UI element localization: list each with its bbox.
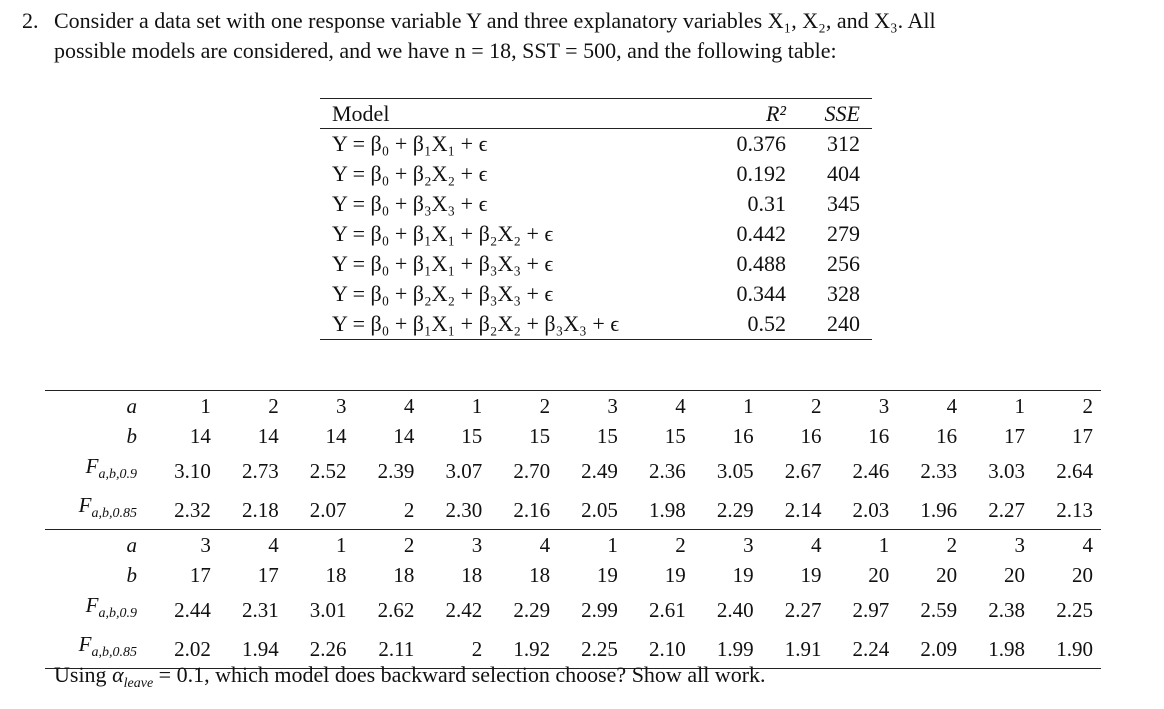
f-table-row-label: b — [126, 563, 137, 587]
f-table-cell: 3.05 — [716, 458, 754, 483]
f-label-subscript: a,b,0.9 — [98, 606, 137, 621]
sse-cell: 404 — [827, 161, 860, 186]
model-table-header — [320, 99, 872, 129]
r2-cell: 0.488 — [736, 251, 786, 276]
f-table-cell: 15 — [461, 424, 483, 448]
header-model: Model — [320, 99, 714, 129]
alpha-subscript: leave — [123, 676, 154, 691]
f-table-cell: 20 — [1003, 563, 1025, 587]
f-label-subscript: a,b,0.85 — [91, 506, 137, 521]
f-table-cell: 3.07 — [445, 458, 483, 483]
f-label-main: F — [78, 632, 92, 656]
model-table-row — [320, 189, 872, 219]
f-table-cell: 2.32 — [174, 497, 211, 522]
r2-cell: 0.344 — [736, 281, 786, 306]
f-table-cell: 2 — [355, 530, 423, 561]
f-table-cell: 2.49 — [581, 458, 618, 483]
f-table-cell: 2.16 — [513, 497, 551, 522]
f-table-cell: 16 — [936, 424, 958, 448]
f-table-cell: 2.61 — [649, 597, 686, 622]
f-table-cell: 20 — [936, 563, 958, 587]
f-table-cell: 19 — [732, 563, 754, 587]
f-table-row-b — [45, 421, 1101, 451]
f-table-cell: 1.98 — [965, 629, 1033, 669]
f-table-cell: 2.18 — [241, 497, 279, 522]
model-table-row — [320, 219, 872, 249]
f-label-main: F — [78, 493, 92, 517]
f-table-cell: 3.01 — [309, 597, 347, 622]
f-table-cell: 2.64 — [1056, 458, 1093, 483]
f-table-cell: 20 — [868, 563, 890, 587]
model-cell: Y = β₀ + β₂X₂ + β₃X₃ + ϵ — [332, 281, 554, 306]
f-table-cell: 1 — [287, 530, 355, 561]
f-table-cell: 17 — [1003, 424, 1025, 448]
f-label-main: F — [85, 593, 99, 617]
f-table-cell: 14 — [189, 424, 211, 448]
sse-cell: 240 — [798, 309, 872, 340]
f-table-cell: 18 — [325, 563, 347, 587]
f-table-cell: 2.11 — [355, 629, 423, 669]
f-label-subscript: a,b,0.9 — [98, 467, 137, 482]
sse-cell: 328 — [827, 281, 860, 306]
f-table-cell: 2 — [626, 530, 694, 561]
f-critical-values-table — [45, 390, 1101, 669]
f-table-row-label — [45, 590, 151, 629]
model-table — [320, 98, 872, 340]
f-table-row-f09 — [45, 590, 1101, 629]
f-table-cell: 3 — [422, 530, 490, 561]
f-label-main: F — [85, 454, 99, 478]
f-table-row-b — [45, 560, 1101, 590]
f-table-row-label — [45, 451, 151, 490]
f-table-cell: 2.25 — [1056, 597, 1093, 622]
f-table-cell: 1 — [558, 530, 626, 561]
problem-line-1 — [22, 6, 1147, 36]
model-cell: Y = β₀ + β₃X₃ + ϵ — [332, 191, 488, 216]
sse-cell: 279 — [827, 221, 860, 246]
f-table-cell: 18 — [529, 563, 551, 587]
f-table-cell: 1.92 — [490, 629, 558, 669]
sse-cell: 312 — [827, 131, 860, 156]
f-table-cell: 1.96 — [920, 497, 958, 522]
model-cell: Y = β₀ + β₂X₂ + ϵ — [332, 161, 488, 186]
sse-cell: 345 — [827, 191, 860, 216]
f-table-cell: 3 — [694, 530, 762, 561]
f-table-cell: 2.59 — [920, 597, 958, 622]
f-table-cell: 4 — [219, 530, 287, 561]
model-cell: Y = β₀ + β₁X₁ + ϵ — [332, 131, 488, 156]
f-table-row-a — [45, 391, 1101, 422]
f-table-cell: 3 — [287, 391, 355, 422]
f-table-cell: 2.14 — [784, 497, 822, 522]
f-table-cell: 17 — [1072, 424, 1093, 448]
f-table-cell: 2.03 — [852, 497, 890, 522]
f-table-cell: 16 — [800, 424, 822, 448]
f-table-cell: 2 — [1033, 391, 1101, 422]
model-cell: Y = β₀ + β₁X₁ + β₃X₃ + ϵ — [332, 251, 554, 276]
f-table-cell: 1.90 — [1033, 629, 1101, 669]
f-table-cell: 3.10 — [174, 458, 211, 483]
problem-number: 2. — [22, 8, 39, 33]
question-suffix: = 0.1, which model does backward selection choose? Show all work. — [153, 662, 766, 687]
f-table-cell: 4 — [762, 530, 830, 561]
r2-cell: 0.442 — [736, 221, 786, 246]
f-table-cell: 14 — [325, 424, 347, 448]
f-table-cell: 2.67 — [784, 458, 822, 483]
f-table-cell: 2.29 — [513, 597, 551, 622]
f-table-cell: 2.13 — [1056, 497, 1093, 522]
f-table-cell: 1.99 — [694, 629, 762, 669]
f-table-cell: 17 — [189, 563, 211, 587]
question-prefix: Using — [54, 662, 113, 687]
f-table-cell: 2.99 — [581, 597, 618, 622]
f-table-cell: 15 — [664, 424, 686, 448]
f-table-cell: 17 — [257, 563, 279, 587]
f-table-cell: 18 — [393, 563, 415, 587]
f-table-cell: 2.27 — [784, 597, 822, 622]
f-table-cell: 4 — [626, 391, 694, 422]
f-table-cell: 1.98 — [649, 497, 686, 522]
f-table-cell: 1.91 — [762, 629, 830, 669]
f-table-cell: 3 — [829, 391, 897, 422]
model-table-row — [320, 279, 872, 309]
r2-cell: 0.31 — [747, 191, 786, 216]
f-table-cell: 2.33 — [920, 458, 958, 483]
f-table-cell: 1 — [829, 530, 897, 561]
f-table-cell: 19 — [800, 563, 822, 587]
f-table-cell: 2 — [422, 629, 490, 669]
f-table-cell: 15 — [596, 424, 618, 448]
f-table-cell: 2 — [403, 497, 415, 522]
f-table-cell: 16 — [868, 424, 890, 448]
f-table-cell: 3 — [558, 391, 626, 422]
model-table-row — [320, 159, 872, 189]
f-table-cell: 2.07 — [309, 497, 347, 522]
f-table-cell: 2.29 — [716, 497, 754, 522]
r2-cell: 0.52 — [714, 309, 798, 340]
r2-cell: 0.192 — [736, 161, 786, 186]
f-table-cell: 4 — [897, 391, 965, 422]
f-table-row-f085 — [45, 490, 1101, 530]
f-table-cell: 2.40 — [716, 597, 754, 622]
f-table-cell: 3 — [965, 530, 1033, 561]
f-table-cell: 14 — [257, 424, 279, 448]
model-cell: Y = β₀ + β₁X₁ + β₂X₂ + ϵ — [332, 221, 554, 246]
problem-statement — [22, 6, 1147, 66]
f-table-row-label: a — [45, 530, 151, 561]
f-table-cell: 1 — [422, 391, 490, 422]
f-table-cell: 3 — [151, 530, 219, 561]
f-table-cell: 2.42 — [445, 597, 483, 622]
f-table-cell: 2.31 — [241, 597, 279, 622]
f-table-cell: 2 — [762, 391, 830, 422]
f-table-cell: 2.44 — [174, 597, 211, 622]
f-table-cell: 2.26 — [287, 629, 355, 669]
f-table-cell: 2.10 — [626, 629, 694, 669]
f-table-cell: 2.70 — [513, 458, 551, 483]
f-table-cell: 19 — [664, 563, 686, 587]
f-table-cell: 2.09 — [897, 629, 965, 669]
f-table-cell: 20 — [1072, 563, 1093, 587]
f-table-cell: 2.27 — [988, 497, 1025, 522]
f-table-cell: 2.38 — [988, 597, 1025, 622]
model-table-row — [320, 129, 872, 160]
f-label-subscript: a,b,0.85 — [91, 645, 137, 660]
f-table-cell: 1 — [965, 391, 1033, 422]
f-table-cell: 2.36 — [649, 458, 686, 483]
f-table-cell: 18 — [461, 563, 483, 587]
f-table-cell: 1.94 — [219, 629, 287, 669]
r2-cell: 0.376 — [736, 131, 786, 156]
header-sse: SSE — [798, 99, 872, 129]
question-text — [54, 660, 766, 699]
f-table-cell: 4 — [355, 391, 423, 422]
f-table-cell: 2.39 — [377, 458, 415, 483]
f-table-cell: 1 — [694, 391, 762, 422]
f-table-cell: 2.97 — [852, 597, 890, 622]
f-table-cell: 3.03 — [988, 458, 1025, 483]
f-table-row-label — [45, 490, 151, 530]
header-r2: R² — [714, 99, 798, 129]
f-table-cell: 2.25 — [558, 629, 626, 669]
alpha-symbol: α — [112, 662, 124, 687]
model-cell: Y = β₀ + β₁X₁ + β₂X₂ + β₃X₃ + ϵ — [320, 309, 714, 340]
f-table-row-a — [45, 530, 1101, 561]
f-table-cell: 4 — [1033, 530, 1101, 561]
f-table-cell: 16 — [732, 424, 754, 448]
f-table-row-f09 — [45, 451, 1101, 490]
f-table-cell: 2.52 — [309, 458, 347, 483]
f-table-cell: 2 — [490, 391, 558, 422]
f-table-cell: 2.02 — [151, 629, 219, 669]
f-table-cell: 2.24 — [829, 629, 897, 669]
f-table-row-label: a — [45, 391, 151, 422]
f-table-cell: 2 — [219, 391, 287, 422]
f-table-cell: 1 — [151, 391, 219, 422]
f-table-cell: 2 — [897, 530, 965, 561]
f-table-cell: 2.30 — [445, 497, 483, 522]
f-table-row-label: b — [126, 424, 137, 448]
f-table-cell: 2.62 — [377, 597, 415, 622]
f-table-cell: 15 — [529, 424, 551, 448]
f-table-cell: 4 — [490, 530, 558, 561]
f-table-cell: 14 — [393, 424, 415, 448]
f-table-cell: 2.05 — [581, 497, 618, 522]
f-table-cell: 2.46 — [852, 458, 890, 483]
model-table-row — [320, 249, 872, 279]
sse-cell: 256 — [827, 251, 860, 276]
f-table-cell: 19 — [596, 563, 618, 587]
model-table-row — [320, 309, 872, 340]
problem-text-line-2: possible models are considered, and we have n = 18, SST = 500, and the following table: — [54, 38, 837, 63]
problem-text-line-1: Consider a data set with one response variable Y and three explanatory variables X₁, X₂, and X₃. All — [54, 8, 936, 33]
f-table-cell: 2.73 — [241, 458, 279, 483]
